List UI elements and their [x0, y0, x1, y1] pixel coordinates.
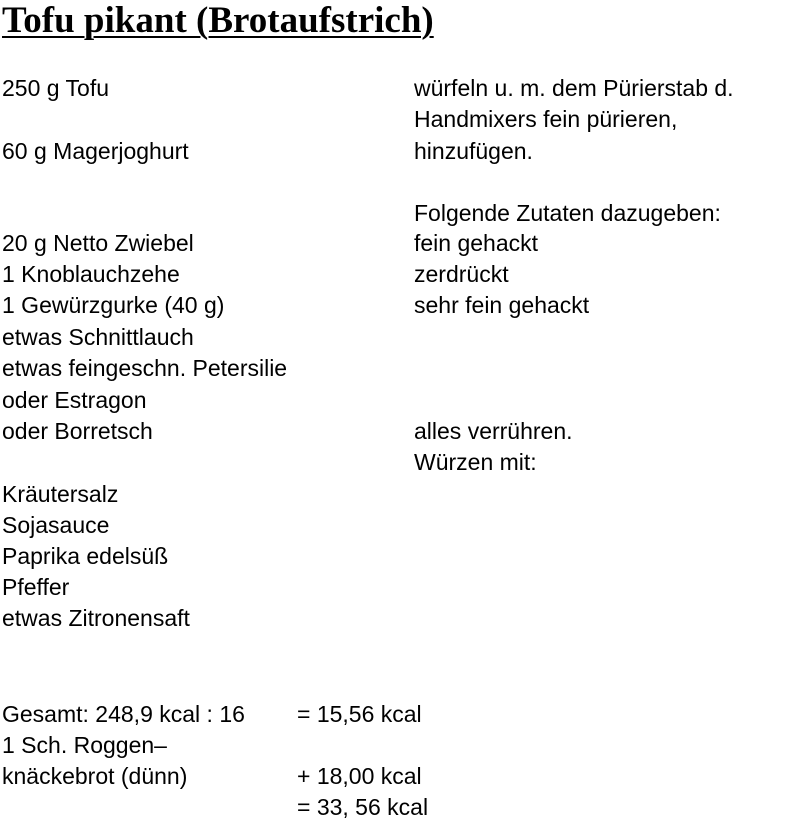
instruction-line: Würzen mit: — [414, 449, 537, 475]
ingredient-line: 250 g Tofu — [2, 75, 110, 101]
ingredient-line: etwas feingeschn. Petersilie — [2, 355, 288, 381]
recipe-title: Tofu pikant (Brotaufstrich) — [2, 0, 434, 41]
instruction-line: würfeln u. m. dem Pürierstab d. — [414, 75, 734, 101]
instruction-line: Folgende Zutaten dazugeben: — [414, 200, 721, 226]
instruction-line: Handmixers fein pürieren, — [414, 106, 678, 132]
total-label: Gesamt: 248,9 kcal : 16 — [2, 701, 245, 727]
ingredient-line: Paprika edelsüß — [2, 543, 169, 569]
ingredient-line: Pfeffer — [2, 574, 70, 600]
ingredient-line: 20 g Netto Zwiebel — [2, 230, 194, 256]
ingredient-line: 1 Gewürzgurke (40 g) — [2, 292, 225, 318]
ingredient-line: oder Estragon — [2, 387, 147, 413]
instruction-line: zerdrückt — [414, 261, 509, 287]
instruction-line: fein gehackt — [414, 230, 539, 256]
ingredient-line: Kräutersalz — [2, 481, 119, 507]
instruction-line: hinzufügen. — [414, 138, 533, 164]
bread-label: knäckebrot (dünn) — [2, 763, 188, 789]
ingredient-line: 1 Knoblauchzehe — [2, 261, 180, 287]
sum-kcal: = 33, 56 kcal — [297, 794, 429, 820]
ingredient-line: etwas Schnittlauch — [2, 324, 194, 350]
ingredient-line: 60 g Magerjoghurt — [2, 138, 189, 164]
total-result: = 15,56 kcal — [297, 701, 422, 727]
bread-label: 1 Sch. Roggen– — [2, 732, 167, 758]
bread-kcal: + 18,00 kcal — [297, 763, 422, 789]
ingredient-line: etwas Zitronensaft — [2, 605, 190, 631]
instruction-line: sehr fein gehackt — [414, 292, 590, 318]
ingredient-line: Sojasauce — [2, 512, 110, 538]
instruction-line: alles verrühren. — [414, 418, 573, 444]
ingredient-line: oder Borretsch — [2, 418, 153, 444]
